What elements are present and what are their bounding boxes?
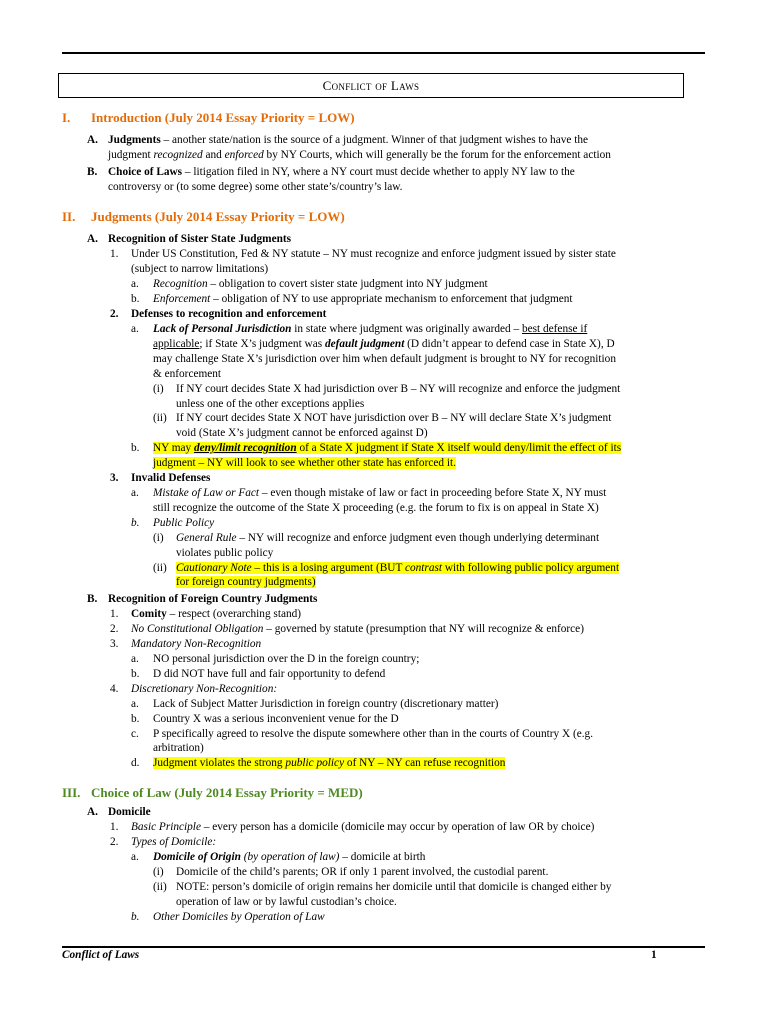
s2-B2-text: No Constitutional Obligation – governed by statute (presumption that NY will recognize & enforce)	[131, 623, 584, 635]
s2-3b-term: Public Policy	[153, 517, 215, 529]
s2-1b-text: Enforcement – obligation of NY to use appropriate mechanism to enforcement that judgment	[153, 293, 573, 305]
s2-2a-i-line2: unless one of the other exceptions applies	[176, 398, 365, 410]
s2-1-num: 1.	[110, 248, 119, 260]
s3-2b-term: Other Domiciles by Operation of Law	[153, 911, 325, 923]
s2-B-title: Recognition of Foreign Country Judgments	[108, 593, 318, 605]
s2-B2-num: 2.	[110, 623, 119, 635]
s1-a-line1: Judgments – another state/nation is the source of a judgment. Winner of that judgment wishes to have the	[108, 134, 588, 146]
s2-B3-num: 3.	[110, 638, 119, 650]
footer-title: Conflict of Laws	[62, 949, 140, 961]
s2-3b-ii-label: (ii)	[153, 562, 167, 574]
s2-B4d-label: d.	[131, 757, 140, 769]
s2-1-line2: (subject to narrow limitations)	[131, 263, 269, 275]
section-1-number: I.	[62, 110, 71, 125]
s2-2a-ii-line2: void (State X’s judgment cannot be enforced against D)	[176, 427, 428, 439]
s2-B4-num: 4.	[110, 683, 119, 695]
s3-1-text: Basic Principle – every person has a domicile (domicile may occur by operation of law OR by choice)	[131, 821, 595, 833]
s2-1a-label: a.	[131, 278, 139, 290]
section-2-number: II.	[62, 209, 76, 224]
s2-2-title: Defenses to recognition and enforcement	[131, 308, 327, 320]
s2-B4a-text: Lack of Subject Matter Jurisdiction in foreign country (discretionary matter)	[153, 698, 499, 710]
s2-2b-line2: judgment – NY will look to see whether other state has enforced it.	[153, 457, 456, 469]
s2-B4-term: Discretionary Non-Recognition:	[131, 683, 278, 695]
s2-2a-line2: applicable; if State X’s judgment was default judgment (D didn’t appear to defend case in State X), D	[153, 338, 615, 350]
s1-a-label: A.	[87, 134, 98, 146]
s2-2b-line1: NY may deny/limit recognition of a State X judgment if State X itself would deny/limit the effect of its	[153, 442, 622, 454]
s2-2a-ii-line1: If NY court decides State X NOT have jurisdiction over B – NY will declare State X’s judgment	[176, 412, 612, 424]
s2-1a-text: Recognition – obligation to covert sister state judgment into NY judgment	[153, 278, 488, 290]
s2-1b-label: b.	[131, 293, 140, 305]
s3-2a-ii-line2: operation of law or by lawful custodian’s choice.	[176, 896, 397, 908]
s2-B4d-text: Judgment violates the strong public policy of NY – NY can refuse recognition	[153, 757, 506, 769]
s2-B3b-text: D did NOT have full and fair opportunity to defend	[153, 668, 386, 680]
s2-2a-i-label: (i)	[153, 383, 164, 395]
s1-b-label: B.	[87, 166, 98, 178]
s2-B4b-label: b.	[131, 713, 140, 725]
s3-2b-label: b.	[131, 911, 140, 923]
title-text: Conflict of Laws	[322, 78, 420, 93]
s2-3a-line1: Mistake of Law or Fact – even though mistake of law or fact in proceeding before State X, NY must	[153, 487, 607, 499]
s2-B4c-line2: arbitration)	[153, 742, 204, 754]
s2-3b-i-label: (i)	[153, 532, 164, 544]
s2-B4a-label: a.	[131, 698, 139, 710]
s2-1-line1: Under US Constitution, Fed & NY statute – NY must recognize and enforce judgment issued by sister state	[131, 248, 616, 260]
section-1-heading: Introduction (July 2014 Essay Priority = LOW)	[91, 110, 355, 125]
s2-2a-i-line1: If NY court decides State X had jurisdiction over B – NY will recognize and enforce the judgment	[176, 383, 621, 395]
s2-A-title: Recognition of Sister State Judgments	[108, 233, 292, 245]
s3-2a-ii-line1: NOTE: person’s domicile of origin remains her domicile until that domicile is changed either by	[176, 881, 612, 893]
section-2-heading: Judgments (July 2014 Essay Priority = LOW)	[91, 209, 345, 224]
s2-B-label: B.	[87, 593, 98, 605]
s2-B3a-text: NO personal jurisdiction over the D in the foreign country;	[153, 653, 420, 665]
s2-2a-label: a.	[131, 323, 139, 335]
s2-B4c-line1: P specifically agreed to resolve the dispute somewhere other than in the courts of Country X (e.g.	[153, 728, 594, 740]
s3-1-num: 1.	[110, 821, 119, 833]
s2-B3-term: Mandatory Non-Recognition	[131, 638, 262, 650]
s2-B4b-text: Country X was a serious inconvenient venue for the D	[153, 713, 399, 725]
s2-3a-label: a.	[131, 487, 139, 499]
s3-2a-i-label: (i)	[153, 866, 164, 878]
s3-2-num: 2.	[110, 836, 119, 848]
s2-2a-line1: Lack of Personal Jurisdiction in state where judgment was originally awarded – best defense if	[153, 323, 588, 335]
s3-2a-label: a.	[131, 851, 139, 863]
s2-B1-text: Comity – respect (overarching stand)	[131, 608, 302, 620]
s2-3-title: Invalid Defenses	[131, 472, 211, 484]
section-3-number: III.	[62, 785, 81, 800]
page-number: 1	[651, 949, 657, 961]
s2-B4c-label: c.	[131, 728, 139, 740]
s3-2a-i-text: Domicile of the child’s parents; OR if only 1 parent involved, the custodial parent.	[176, 866, 549, 878]
s3-A-label: A.	[87, 806, 98, 818]
s2-3b-ii-line1: Cautionary Note – this is a losing argument (BUT contrast with following public policy argument	[176, 562, 620, 574]
s2-2b-label: b.	[131, 442, 140, 454]
s3-2a-text: Domicile of Origin (by operation of law) – domicile at birth	[153, 851, 426, 863]
s2-3b-label: b.	[131, 517, 140, 529]
s2-A-label: A.	[87, 233, 98, 245]
s2-2a-ii-label: (ii)	[153, 412, 167, 424]
s1-b-line1: Choice of Laws – litigation filed in NY, where a NY court must decide whether to apply NY law to the	[108, 166, 575, 178]
s2-B3b-label: b.	[131, 668, 140, 680]
s2-3b-i-line2: violates public policy	[176, 547, 274, 559]
top-rule	[62, 52, 705, 54]
s2-2-num: 2.	[110, 308, 119, 320]
s2-3-num: 3.	[110, 472, 119, 484]
s3-2-term: Types of Domicile:	[131, 836, 217, 848]
s2-3b-i-line1: General Rule – NY will recognize and enforce judgment even though underlying determinant	[176, 532, 600, 544]
s2-2a-line4: & enforcement	[153, 368, 222, 380]
document-title	[58, 73, 684, 98]
s2-3a-line2: still recognize the outcome of the State X proceeding (e.g. the forum to fix is on appeal in State X)	[153, 502, 599, 514]
s1-a-line2: judgment recognized and enforced by NY Courts, which will generally be the forum for the enforcement action	[108, 149, 611, 161]
s2-B3a-label: a.	[131, 653, 139, 665]
s2-3b-ii-line2: for foreign country judgments)	[176, 576, 316, 588]
s3-2a-ii-label: (ii)	[153, 881, 167, 893]
s3-A-title: Domicile	[108, 806, 151, 818]
s2-2a-line3: may challenge State X’s jurisdiction over him when default judgment is brought to NY for recognition	[153, 353, 616, 365]
section-3-heading: Choice of Law (July 2014 Essay Priority = MED)	[91, 785, 363, 800]
s2-B1-num: 1.	[110, 608, 119, 620]
footer-rule	[62, 946, 705, 948]
s1-b-line2: controversy or (to some degree) some other state’s/country’s law.	[108, 181, 403, 193]
